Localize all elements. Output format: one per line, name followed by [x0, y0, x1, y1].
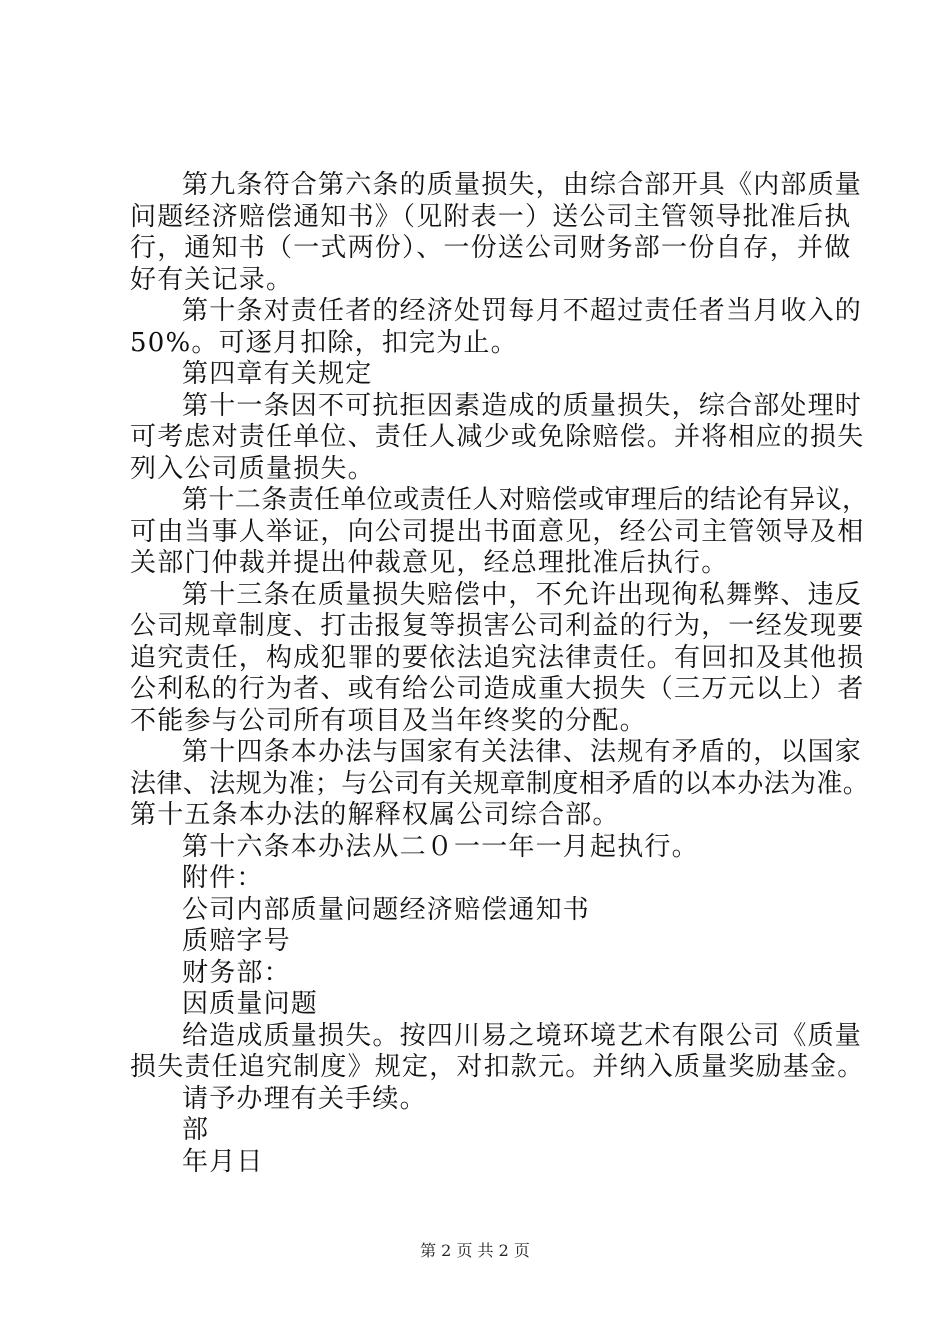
- paragraph-line: 公司规章制度、打击报复等损害公司利益的行为，一经发现要: [130, 611, 865, 641]
- paragraph-line: 可由当事人举证，向公司提出书面意见，经公司主管领导及相: [130, 516, 865, 547]
- paragraph-line: 列入公司质量损失。: [130, 453, 375, 484]
- paragraph-line: 请予办理有关手续。: [182, 1083, 427, 1114]
- chapter-heading: 第四章有关规定: [182, 359, 373, 389]
- paragraph-line: 第十条对责任者的经济处罚每月不超过责任者当月收入的: [182, 296, 863, 326]
- notice-recipient: 财务部：: [182, 957, 291, 988]
- signature-date: 年月日: [182, 1146, 264, 1177]
- paragraph-line: 第九条符合第六条的质量损失，由综合部开具《内部质量: [182, 170, 863, 200]
- paragraph-line: 给造成质量损失。按四川易之境环境艺术有限公司《质量: [182, 1020, 863, 1051]
- paragraph-line: 行，通知书（一式两份）、一份送公司财务部一份自存，并做: [130, 233, 852, 263]
- paragraph-line: 第十四条本办法与国家有关法律、法规有矛盾的，以国家: [182, 737, 863, 767]
- paragraph-line: 关部门仲裁并提出仲裁意见，经总理批准后执行。: [130, 548, 729, 578]
- paragraph-line: 第十三条在质量损失赔偿中，不允许出现徇私舞弊、违反: [182, 579, 863, 610]
- notice-title: 公司内部质量问题经济赔偿通知书: [182, 894, 591, 925]
- paragraph-line: 法律、法规为准；与公司有关规章制度相矛盾的以本办法为准。: [130, 768, 870, 799]
- paragraph-line: 可考虑对责任单位、责任人减少或免除赔偿。并将相应的损失: [130, 422, 865, 452]
- paragraph-line: 50%。可逐月扣除，扣完为止。: [130, 327, 518, 358]
- paragraph-line: 不能参与公司所有项目及当年终奖的分配。: [130, 705, 647, 736]
- signature-department: 部: [182, 1115, 210, 1145]
- paragraph-line: 第十二条责任单位或责任人对赔偿或审理后的结论有异议，: [182, 485, 869, 515]
- notice-number-label: 质赔字号: [182, 926, 291, 956]
- page-footer: 第 2 页 共 2 页: [420, 1241, 530, 1260]
- paragraph-line: 损失责任追究制度》规定，对扣款元。并纳入质量奖励基金。: [130, 1052, 865, 1082]
- attachment-label: 附件：: [182, 863, 264, 893]
- document-body: [130, 170, 870, 1178]
- paragraph-line: 第十六条本办法从二０一一年一月起执行。: [182, 831, 699, 862]
- paragraph-line: 追究责任，构成犯罪的要依法追究法律责任。有回扣及其他损: [130, 642, 865, 673]
- paragraph-line: 公利私的行为者、或有给公司造成重大损失（三万元以上）者: [130, 674, 865, 704]
- paragraph-line: 因质量问题: [182, 989, 319, 1019]
- paragraph-line: 第十五条本办法的解释权属公司综合部。: [130, 800, 620, 830]
- paragraph-line: 第十一条因不可抗拒因素造成的质量损失，综合部处理时: [182, 390, 863, 421]
- paragraph-line: 好有关记录。: [130, 264, 294, 295]
- paragraph-line: 问题经济赔偿通知书》（见附表一）送公司主管领导批准后执: [130, 201, 852, 232]
